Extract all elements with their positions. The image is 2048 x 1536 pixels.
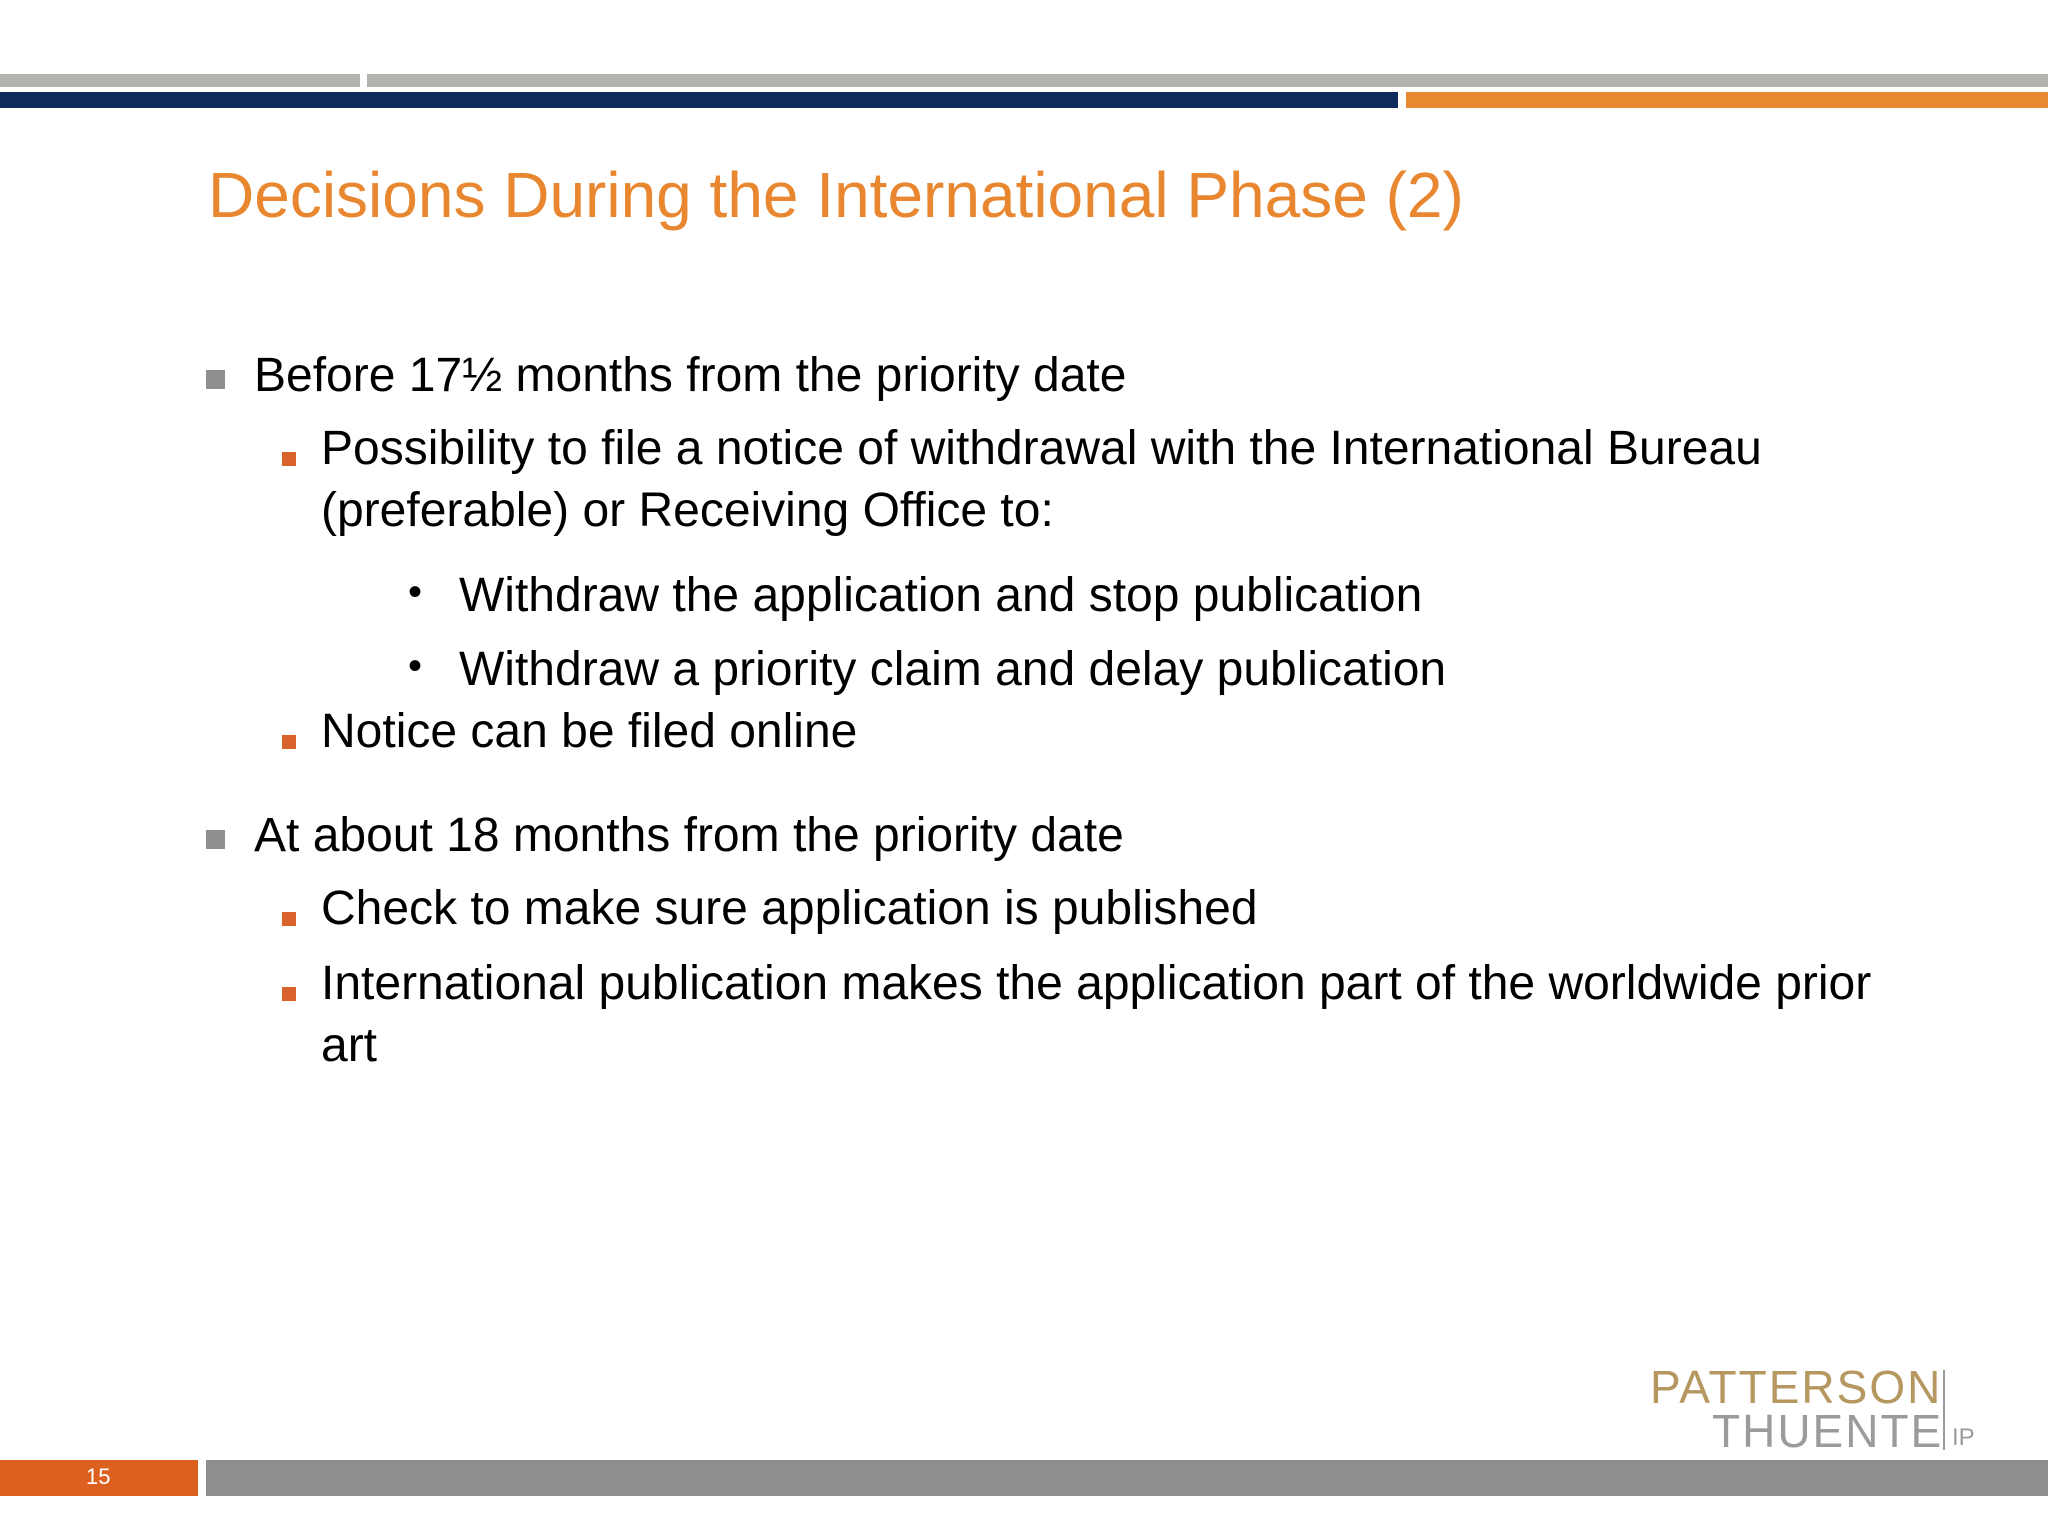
bullet-dot-icon: • xyxy=(408,570,423,614)
bullet-item-l2: International publication makes the application part of the worldwide prior xyxy=(321,957,1872,1010)
top-orange-bar xyxy=(1406,92,2048,108)
bullet-item-l2-continued: art xyxy=(321,1019,378,1072)
bullet-item-l2: Possibility to file a notice of withdrawal with the International Bureau xyxy=(321,422,1762,475)
bullet-dot-icon: • xyxy=(408,644,423,688)
bullet-item-l2-continued: (preferable) or Receiving Office to: xyxy=(321,484,1054,537)
bullet-item-l2: Notice can be filed online xyxy=(321,705,858,758)
bullet-square-icon xyxy=(282,912,296,926)
top-navy-bar xyxy=(0,92,1398,108)
bullet-item-l1: At about 18 months from the priority date xyxy=(254,809,1124,862)
bullet-square-icon xyxy=(282,452,296,466)
page-number: 15 xyxy=(86,1464,111,1489)
bullet-square-icon xyxy=(206,370,225,389)
bullet-square-icon xyxy=(282,735,296,749)
slide-title: Decisions During the International Phase (2) xyxy=(208,159,1464,231)
top-gray-bar-right xyxy=(367,74,2048,87)
bullet-item-l1: Before 17½ months from the priority date xyxy=(254,349,1127,402)
bullet-square-icon xyxy=(282,987,296,1001)
top-gray-bar-left xyxy=(0,74,360,87)
bullet-item-l2: Check to make sure application is published xyxy=(321,882,1258,935)
footer-gray-bar xyxy=(206,1460,2048,1496)
bullet-square-icon xyxy=(206,830,225,849)
logo-ip: IP xyxy=(1952,1424,1975,1451)
bullet-item-l3: Withdraw the application and stop publication xyxy=(459,569,1423,622)
logo-divider xyxy=(1943,1370,1945,1450)
bullet-item-l3: Withdraw a priority claim and delay publication xyxy=(459,643,1447,696)
logo-thuente: THUENTE xyxy=(1712,1405,1944,1457)
logo-patterson: PATTERSON xyxy=(1650,1361,1943,1413)
